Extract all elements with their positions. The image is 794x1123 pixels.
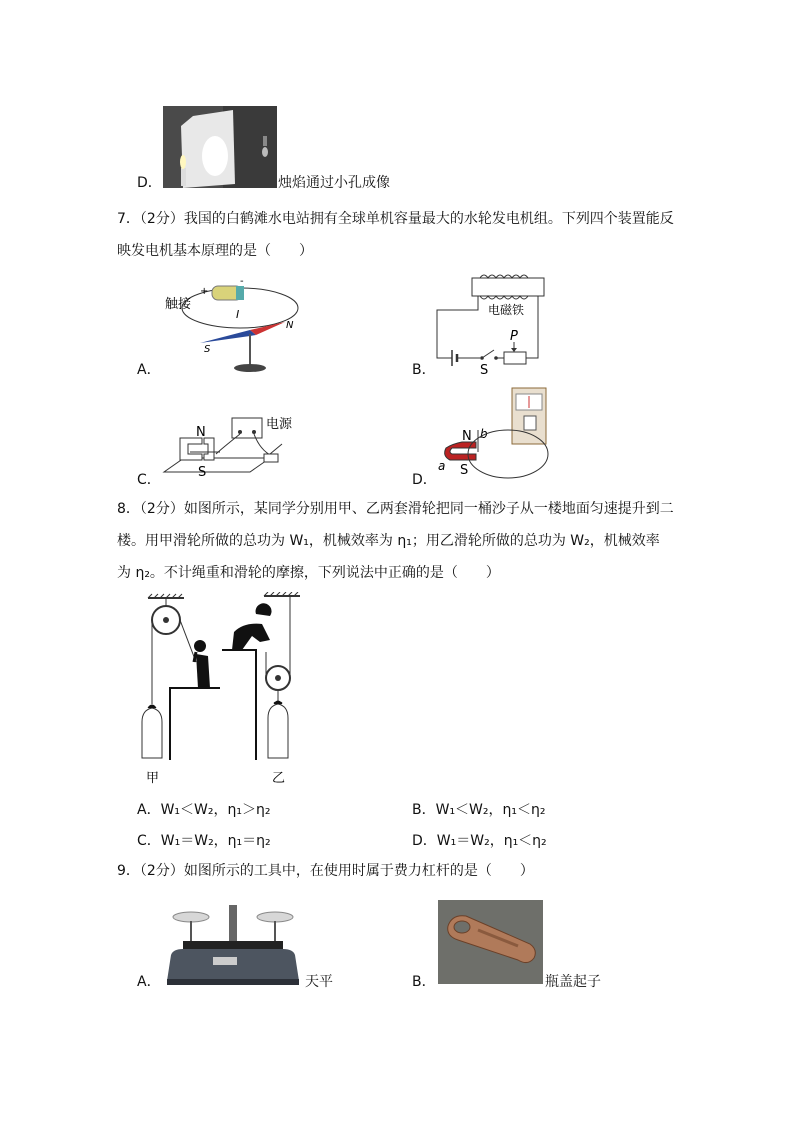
svg-text:+: + bbox=[200, 286, 209, 297]
svg-text:电磁铁: 电磁铁 bbox=[488, 303, 525, 317]
contact-label: 触接 bbox=[165, 297, 192, 312]
svg-text:N: N bbox=[462, 429, 472, 444]
q9-option-b-letter: B． bbox=[412, 974, 436, 990]
pinhole-candle-photo bbox=[163, 106, 277, 188]
q6-option-d-caption: 烛焰通过小孔成像 bbox=[278, 175, 390, 191]
q8-option-d: D．W₁＝W₂，η₁＜η₂ bbox=[412, 833, 547, 849]
q9-option-a-caption: 天平 bbox=[305, 974, 333, 990]
generator-galvanometer-figure bbox=[432, 384, 552, 490]
svg-text:S: S bbox=[198, 465, 207, 480]
svg-text:S: S bbox=[480, 363, 489, 376]
q9-option-b-caption: 瓶盖起子 bbox=[545, 974, 601, 990]
q7-option-d-letter: D． bbox=[412, 472, 437, 488]
q8-stem: 8．（2分）如图所示，某同学分别用甲、乙两套滑轮把同一桶沙子从一楼地面匀速提升到二 楼。用甲滑轮所做的总功为 W₁，机械效率为 η₁；用乙滑轮所做的总功为 W₂，机械效率 为 η₂。不计绳重和滑轮的摩擦，下列说法中正确的是（ ） bbox=[117, 501, 674, 581]
oersted-experiment-figure bbox=[160, 278, 300, 376]
electromagnet-circuit-figure bbox=[432, 272, 552, 376]
svg-text:S: S bbox=[460, 463, 469, 478]
q7-option-a-letter: A． bbox=[137, 362, 161, 378]
svg-text:S: S bbox=[204, 344, 211, 355]
svg-text:乙: 乙 bbox=[272, 771, 286, 786]
svg-text:甲: 甲 bbox=[146, 771, 160, 786]
q8-option-a: A．W₁＜W₂，η₁＞η₂ bbox=[137, 802, 271, 818]
svg-text:b: b bbox=[480, 427, 488, 441]
balance-scale-photo bbox=[163, 893, 303, 989]
svg-text:P: P bbox=[510, 329, 518, 344]
svg-text:a: a bbox=[438, 459, 446, 473]
svg-text:N: N bbox=[196, 425, 206, 440]
pulley-figure bbox=[136, 592, 306, 788]
svg-text:-: - bbox=[240, 278, 244, 287]
svg-text:电源: 电源 bbox=[266, 417, 293, 432]
q7-stem: 7．（2分）我国的白鹤滩水电站拥有全球单机容量最大的水轮发电机组。下列四个装置能反 映发电机基本原理的是（ ） bbox=[117, 211, 674, 259]
q8-option-c: C．W₁＝W₂，η₁＝η₂ bbox=[137, 833, 271, 849]
q7-option-c-letter: C． bbox=[137, 472, 161, 488]
bottle-opener-photo bbox=[438, 900, 543, 984]
q7-option-b-letter: B． bbox=[412, 362, 436, 378]
q9-option-a-letter: A． bbox=[137, 974, 161, 990]
q6-option-d-letter: D． bbox=[137, 175, 162, 191]
svg-text:I: I bbox=[236, 308, 240, 321]
svg-text:N: N bbox=[286, 320, 294, 331]
motor-power-figure bbox=[160, 410, 300, 490]
q8-option-b: B．W₁＜W₂，η₁＜η₂ bbox=[412, 802, 546, 818]
q9-stem: 9．（2分）如图所示的工具中，在使用时属于费力杠杆的是（ ） bbox=[117, 863, 534, 879]
